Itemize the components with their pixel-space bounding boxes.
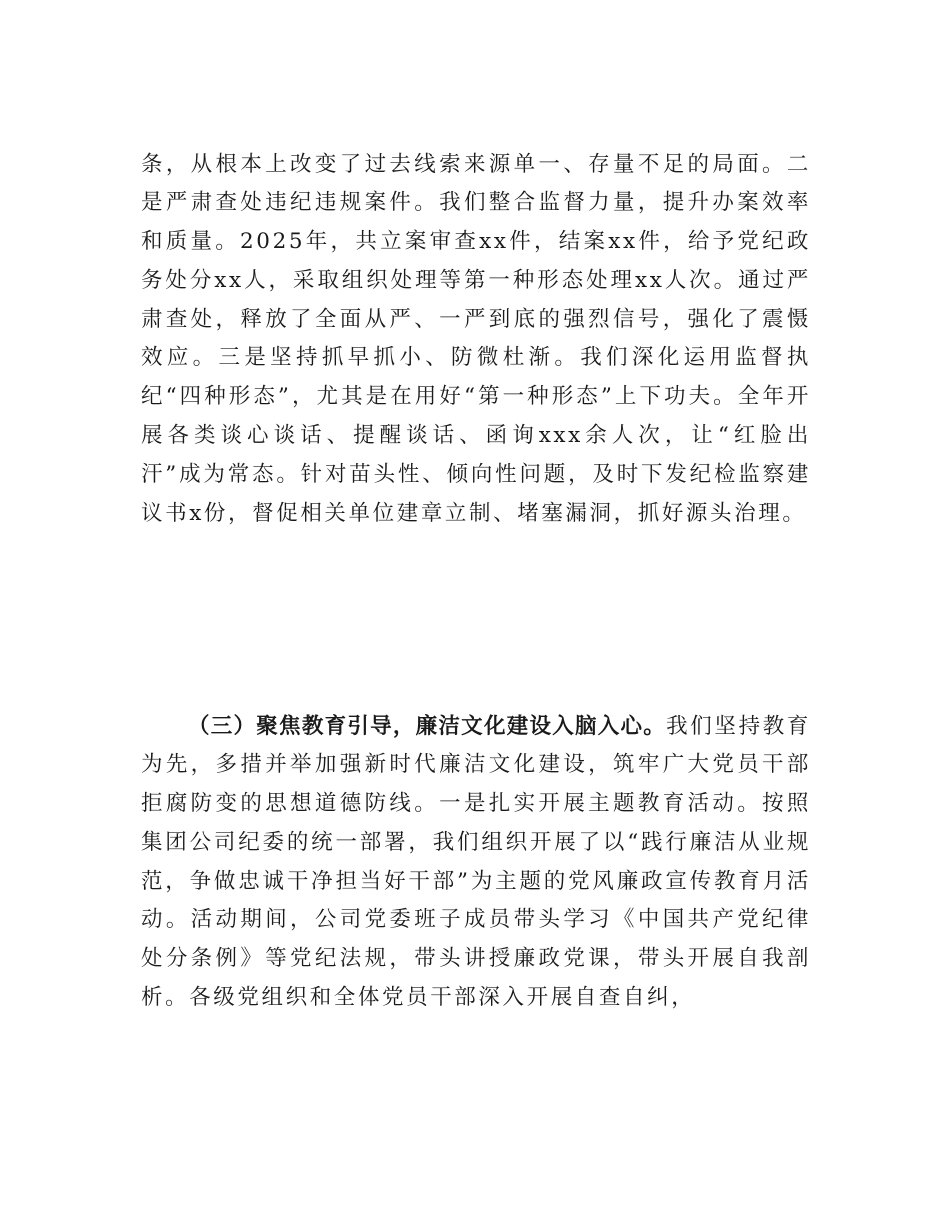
paragraph-section-three [141,708,811,1018]
section-body: 我们坚持教育为先，多措并举加强新时代廉洁文化建设，筑牢广大党员干部拒腐防变的思想道德防线。一是扎实开展主题教育活动。按照集团公司纪委的统一部署，我们组织开展了以“践行廉洁从业规范，争做忠诚干净担当好干部”为主题的党风廉政宣传教育月活动。活动期间，公司党委班子成员带头学习《中国共产党纪律处分条例》等党纪法规，带头讲授廉政党课，带头开展自我剖析。各级党组织和全体党员干部深入开展自查自纠， [141,713,812,1011]
paragraph-continuation: 条，从根本上改变了过去线索来源单一、存量不足的局面。二是严肃查处违纪违规案件。我们整合监督力量，提升办案效率和质量。2025年，共立案审查xx件，结案xx件，给予党纪政务处分xx人，采取组织处理等第一种形态处理xx人次。通过严肃查处，释放了全面从严、一严到底的强烈信号，强化了震慑效应。三是坚持抓早抓小、防微杜渐。我们深化运用监督执纪“四种形态”，尤其是在用好“第一种形态”上下功夫。全年开展各类谈心谈话、提醒谈话、函询xxx余人次，让“红脸出汗”成为常态。针对苗头性、倾向性问题，及时下发纪检监察建议书x份，督促相关单位建章立制、堵塞漏洞，抓好源头治理。 [141,151,811,526]
section-heading: （三）聚焦教育引导，廉洁文化建设入脑入心。 [188,713,667,739]
